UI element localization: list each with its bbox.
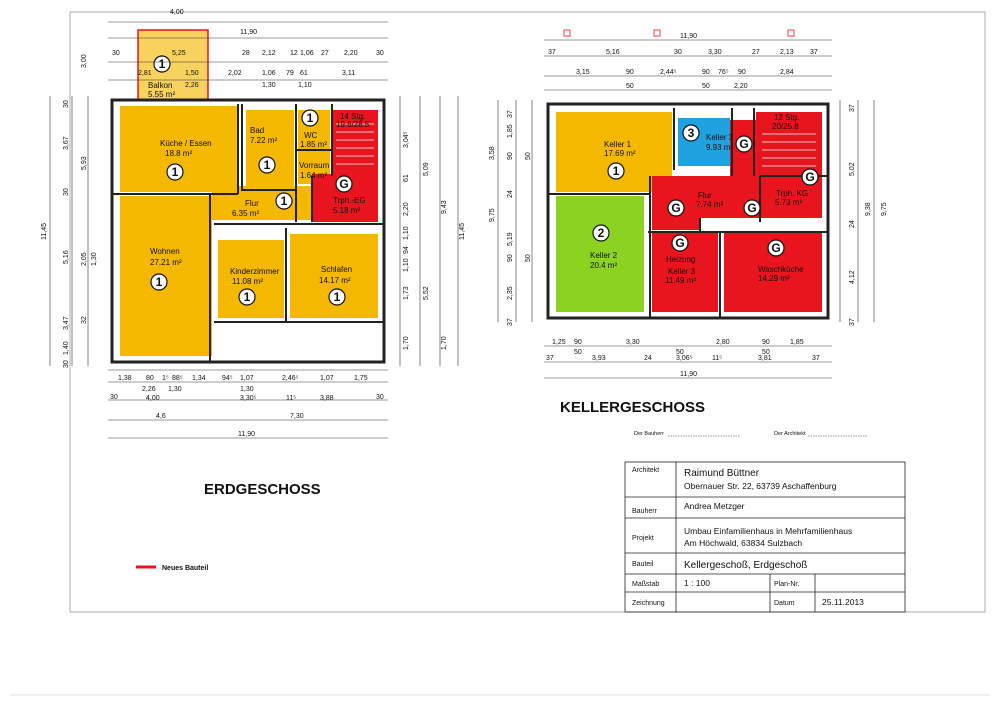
svg-text:3,00: 3,00	[81, 54, 88, 68]
badge-keller-2	[593, 225, 609, 241]
svg-text:1,06: 1,06	[262, 70, 276, 77]
svg-text:50: 50	[525, 152, 532, 160]
svg-text:5,19: 5,19	[507, 232, 514, 246]
svg-text:2,13: 2,13	[780, 49, 794, 56]
room-area-kinderzimmer: 11.08 m²	[232, 277, 263, 286]
svg-text:61: 61	[300, 70, 308, 77]
room-name-trph-eg: Trph.-EG	[333, 196, 366, 205]
svg-text:37: 37	[849, 318, 856, 326]
room-area-flur: 6.35 m²	[232, 209, 260, 218]
svg-text:4,00: 4,00	[170, 9, 184, 16]
room-area-kueche: 18.8 m²	[165, 149, 193, 158]
svg-text:3,93: 3,93	[592, 355, 606, 362]
svg-text:37: 37	[849, 104, 856, 112]
room-area-wohnen: 27.21 m²	[150, 258, 182, 267]
svg-text:3,15: 3,15	[576, 69, 590, 76]
svg-text:2,12: 2,12	[262, 50, 276, 57]
svg-text:11⁵: 11⁵	[286, 395, 297, 402]
svg-text:24: 24	[507, 190, 514, 198]
svg-text:1,40: 1,40	[63, 341, 70, 355]
svg-text:G: G	[771, 241, 781, 255]
badge-flur-kg	[668, 200, 684, 216]
room-area-schlafen: 14.17 m²	[319, 276, 351, 285]
room-name-heizung: Heizung	[666, 255, 696, 264]
room-area-trph-eg: 5.18 m²	[333, 206, 361, 215]
svg-text:1,06: 1,06	[300, 50, 314, 57]
signature-label-architekt: Der Architekt	[774, 431, 806, 437]
svg-text:2,46⁵: 2,46⁵	[282, 375, 299, 382]
svg-text:1,85: 1,85	[507, 124, 514, 138]
svg-text:11,90: 11,90	[238, 431, 255, 438]
svg-text:9,38: 9,38	[865, 202, 872, 216]
svg-text:37: 37	[812, 355, 820, 362]
svg-text:11,90: 11,90	[680, 33, 697, 40]
room-name-flur: Flur	[245, 199, 259, 208]
room-name-balkon: Balkon	[148, 81, 173, 90]
badge-stair-kg	[736, 136, 752, 152]
room-name-stair-eg: 14 Stg.	[340, 112, 366, 121]
svg-text:1: 1	[280, 194, 288, 208]
svg-text:3,47: 3,47	[63, 316, 70, 330]
svg-text:11⁵: 11⁵	[712, 355, 723, 362]
room-area-vorraum: 1.64 m²	[300, 171, 328, 180]
svg-text:1,75: 1,75	[354, 375, 368, 382]
svg-text:27: 27	[321, 50, 329, 57]
svg-text:80: 80	[146, 375, 154, 382]
signature-label-bauherr: Der Bauherr	[634, 431, 664, 437]
room-area-keller-1: 17.69 m²	[604, 149, 636, 158]
svg-text:24: 24	[644, 355, 652, 362]
svg-text:1: 1	[612, 164, 620, 178]
svg-text:90: 90	[626, 69, 634, 76]
room-fill-wohnen	[120, 196, 212, 356]
svg-text:3,81: 3,81	[758, 355, 772, 362]
title-block-text	[632, 467, 864, 607]
svg-text:11,45: 11,45	[459, 223, 466, 240]
svg-text:1,85: 1,85	[790, 339, 804, 346]
room-area-stair-eg: 19.6/28.5	[336, 120, 370, 129]
room-name-keller-1: Keller 1	[604, 140, 632, 149]
ground-floor-title: ERDGESCHOSS	[204, 481, 321, 498]
svg-text:94⁵: 94⁵	[222, 375, 233, 382]
svg-text:30: 30	[376, 394, 384, 401]
svg-text:30: 30	[110, 394, 118, 401]
room-name-wohnen: Wohnen	[150, 247, 180, 256]
svg-text:1,30: 1,30	[262, 82, 276, 89]
svg-text:30: 30	[376, 50, 384, 57]
svg-text:50: 50	[626, 83, 634, 90]
svg-text:50: 50	[525, 254, 532, 262]
svg-text:3,88: 3,88	[320, 395, 334, 402]
svg-text:30: 30	[63, 100, 70, 108]
svg-text:2,44⁵: 2,44⁵	[660, 69, 677, 76]
svg-text:1,30: 1,30	[240, 386, 254, 393]
room-area-bad: 7.22 m²	[250, 136, 278, 145]
svg-text:2,20: 2,20	[344, 50, 358, 57]
badge-flur	[276, 193, 292, 209]
badge-wohnen	[151, 274, 167, 290]
svg-text:1: 1	[333, 290, 341, 304]
room-name-waschkueche: Waschküche	[758, 265, 804, 274]
room-name-kinderzimmer: Kinderzimmer	[230, 267, 280, 276]
badge-schlafen	[329, 289, 345, 305]
svg-text:G: G	[747, 201, 757, 215]
svg-text:1: 1	[155, 275, 163, 289]
room-name-wc: WC	[304, 131, 318, 140]
svg-text:G: G	[671, 201, 681, 215]
svg-text:1,70: 1,70	[403, 336, 410, 350]
svg-text:90: 90	[507, 254, 514, 262]
svg-text:1,50: 1,50	[185, 70, 199, 77]
svg-text:1: 1	[263, 158, 271, 172]
svg-text:1⁵: 1⁵	[162, 375, 169, 382]
svg-text:7,30: 7,30	[290, 413, 304, 420]
svg-text:32: 32	[81, 316, 88, 324]
svg-text:3: 3	[687, 126, 695, 140]
svg-text:1,10: 1,10	[298, 82, 312, 89]
svg-text:37: 37	[546, 355, 554, 362]
svg-text:3,30: 3,30	[708, 49, 722, 56]
svg-text:2,02: 2,02	[228, 70, 242, 77]
badge-trph-eg	[336, 176, 352, 192]
badge-keller-1	[608, 163, 624, 179]
room-area-stair-kg: 20/25.8	[772, 122, 799, 131]
badge-keller-3-top	[683, 125, 699, 141]
client-name: Andrea Metzger	[684, 501, 745, 511]
svg-text:1,38: 1,38	[118, 375, 132, 382]
badge-kueche	[167, 164, 183, 180]
svg-text:3,06⁵: 3,06⁵	[676, 355, 693, 362]
svg-text:30: 30	[112, 50, 120, 57]
svg-text:50: 50	[762, 349, 770, 356]
svg-text:50: 50	[702, 83, 710, 90]
svg-text:11,90: 11,90	[680, 371, 697, 378]
svg-text:2,05: 2,05	[81, 252, 88, 266]
svg-text:50: 50	[676, 349, 684, 356]
svg-text:24: 24	[849, 220, 856, 228]
svg-text:G: G	[339, 177, 349, 191]
svg-text:5,52: 5,52	[423, 286, 430, 300]
architect-address: Obernauer Str. 22, 63739 Aschaffenburg	[684, 481, 837, 491]
room-area-flur-kg: 7.74 m²	[696, 200, 724, 209]
badge-waschkueche	[768, 240, 784, 256]
badge-heizung	[672, 235, 688, 251]
svg-text:12: 12	[290, 50, 298, 57]
svg-text:3,30: 3,30	[626, 339, 640, 346]
svg-text:37: 37	[548, 49, 556, 56]
room-area-wc: 1.85 m²	[300, 140, 328, 149]
svg-text:37: 37	[507, 110, 514, 118]
svg-text:G: G	[805, 170, 815, 184]
svg-text:Datum: Datum	[774, 600, 795, 607]
svg-text:90: 90	[762, 339, 770, 346]
svg-text:90: 90	[702, 69, 710, 76]
room-name-bad: Bad	[250, 126, 265, 135]
room-name-vorraum: Vorraum	[299, 161, 330, 170]
svg-text:Bauherr: Bauherr	[632, 508, 657, 515]
svg-text:88⁵: 88⁵	[172, 375, 183, 382]
room-name-keller-2: Keller 2	[590, 251, 618, 260]
svg-text:3,04⁵: 3,04⁵	[403, 131, 410, 148]
building-part: Kellergeschoß, Erdgeschoß	[684, 560, 808, 571]
svg-text:1: 1	[158, 57, 166, 71]
scale-value: 1 : 100	[684, 578, 710, 588]
svg-text:2: 2	[597, 226, 605, 240]
svg-text:79: 79	[286, 70, 294, 77]
svg-text:1,25: 1,25	[552, 339, 566, 346]
svg-text:30: 30	[63, 188, 70, 196]
svg-text:37: 37	[507, 318, 514, 326]
svg-text:G: G	[739, 137, 749, 151]
svg-text:37: 37	[810, 49, 818, 56]
svg-text:1,34: 1,34	[192, 375, 206, 382]
svg-text:90: 90	[507, 152, 514, 160]
badge-kinderzimmer	[239, 289, 255, 305]
svg-text:2,20: 2,20	[734, 83, 748, 90]
project-line-2: Am Höchwald, 63834 Sulzbach	[684, 538, 803, 548]
room-fill-flur	[212, 186, 316, 220]
svg-text:1,70: 1,70	[441, 336, 448, 350]
svg-text:9,75: 9,75	[489, 208, 496, 222]
badge-trph-kg	[802, 169, 818, 185]
svg-text:2,26: 2,26	[142, 386, 156, 393]
svg-text:11,90: 11,90	[240, 29, 257, 36]
room-name-kueche: Küche / Essen	[160, 139, 212, 148]
svg-text:1,07: 1,07	[240, 375, 254, 382]
svg-text:5,16: 5,16	[63, 250, 70, 264]
svg-text:Bauteil: Bauteil	[632, 561, 654, 568]
svg-text:11,45: 11,45	[41, 223, 48, 240]
svg-text:9,75: 9,75	[881, 202, 888, 216]
room-fill-bad	[246, 110, 294, 186]
room-name-keller-3-top: Keller 3	[706, 133, 734, 142]
room-fill-keller-3-top	[678, 118, 730, 166]
svg-text:3,30⁵: 3,30⁵	[240, 395, 257, 402]
svg-text:30: 30	[63, 360, 70, 368]
svg-text:5,93: 5,93	[81, 156, 88, 170]
svg-text:1,10: 1,10	[403, 226, 410, 240]
svg-text:3,11: 3,11	[342, 70, 356, 77]
badge-balkon	[154, 56, 170, 72]
architect-name: Raimund Büttner	[684, 468, 760, 479]
legend-label-new-part: Neues Bauteil	[162, 565, 209, 572]
svg-text:Maßstab: Maßstab	[632, 581, 660, 588]
room-area-trph-kg: 5.73 m²	[775, 198, 803, 207]
badge-flur-kg-2	[744, 200, 760, 216]
svg-text:94: 94	[403, 246, 410, 254]
svg-text:1: 1	[243, 290, 251, 304]
room-area-keller-2: 20.4 m²	[590, 261, 618, 270]
svg-text:2,84: 2,84	[780, 69, 794, 76]
room-area-balkon: 5.55 m²	[148, 90, 176, 99]
svg-text:3,67: 3,67	[63, 136, 70, 150]
room-name-keller-3-bottom: Keller 3	[668, 267, 696, 276]
room-name-stair-kg: 12 Stg.	[774, 113, 800, 122]
svg-text:1: 1	[171, 165, 179, 179]
svg-text:27: 27	[752, 49, 760, 56]
svg-text:76⁵: 76⁵	[718, 69, 729, 76]
svg-text:1,10: 1,10	[403, 258, 410, 272]
svg-text:90: 90	[738, 69, 746, 76]
svg-text:1,73: 1,73	[403, 286, 410, 300]
room-area-waschkueche: 14.29 m²	[758, 274, 790, 283]
basement-title: KELLERGESCHOSS	[560, 399, 706, 416]
svg-text:1,07: 1,07	[320, 375, 334, 382]
svg-text:28: 28	[242, 50, 250, 57]
svg-text:G: G	[675, 236, 685, 250]
room-name-schlafen: Schlafen	[321, 265, 353, 274]
svg-text:1,30: 1,30	[168, 386, 182, 393]
room-area-keller-3-top: 9.93 m²	[706, 143, 734, 152]
svg-text:5,02: 5,02	[849, 162, 856, 176]
svg-text:30: 30	[674, 49, 682, 56]
svg-text:61: 61	[403, 174, 410, 182]
svg-text:2,80: 2,80	[716, 339, 730, 346]
svg-text:4,6: 4,6	[156, 413, 166, 420]
svg-text:5,25: 5,25	[172, 50, 186, 57]
svg-text:5,16: 5,16	[606, 49, 620, 56]
room-name-flur-kg: Flur	[698, 191, 712, 200]
badge-bad	[259, 157, 275, 173]
svg-text:4,00: 4,00	[146, 395, 160, 402]
svg-text:Plan-Nr.: Plan-Nr.	[774, 581, 800, 588]
svg-text:90: 90	[574, 339, 582, 346]
svg-text:5,09: 5,09	[423, 162, 430, 176]
svg-text:Architekt: Architekt	[632, 467, 660, 474]
room-area-keller-3-bottom: 11.49 m²	[665, 276, 696, 285]
svg-text:2,81: 2,81	[138, 70, 152, 77]
svg-text:Projekt: Projekt	[632, 535, 654, 542]
room-name-trph-kg: Trph. KG	[776, 189, 809, 198]
svg-text:1: 1	[306, 111, 314, 125]
date-value: 25.11.2013	[822, 597, 864, 607]
badge-wc	[302, 110, 318, 126]
svg-text:9,43: 9,43	[441, 200, 448, 214]
svg-text:3,58: 3,58	[489, 146, 496, 160]
svg-text:Zeichnung: Zeichnung	[632, 600, 665, 607]
svg-text:2,26: 2,26	[185, 82, 199, 89]
svg-text:1,30: 1,30	[91, 252, 98, 266]
svg-text:2,35: 2,35	[507, 286, 514, 300]
project-line-1: Umbau Einfamilienhaus in Mehrfamilienhaus	[684, 526, 853, 536]
svg-text:4,12: 4,12	[849, 270, 856, 284]
svg-text:2,20: 2,20	[403, 202, 410, 216]
svg-text:50: 50	[574, 349, 582, 356]
